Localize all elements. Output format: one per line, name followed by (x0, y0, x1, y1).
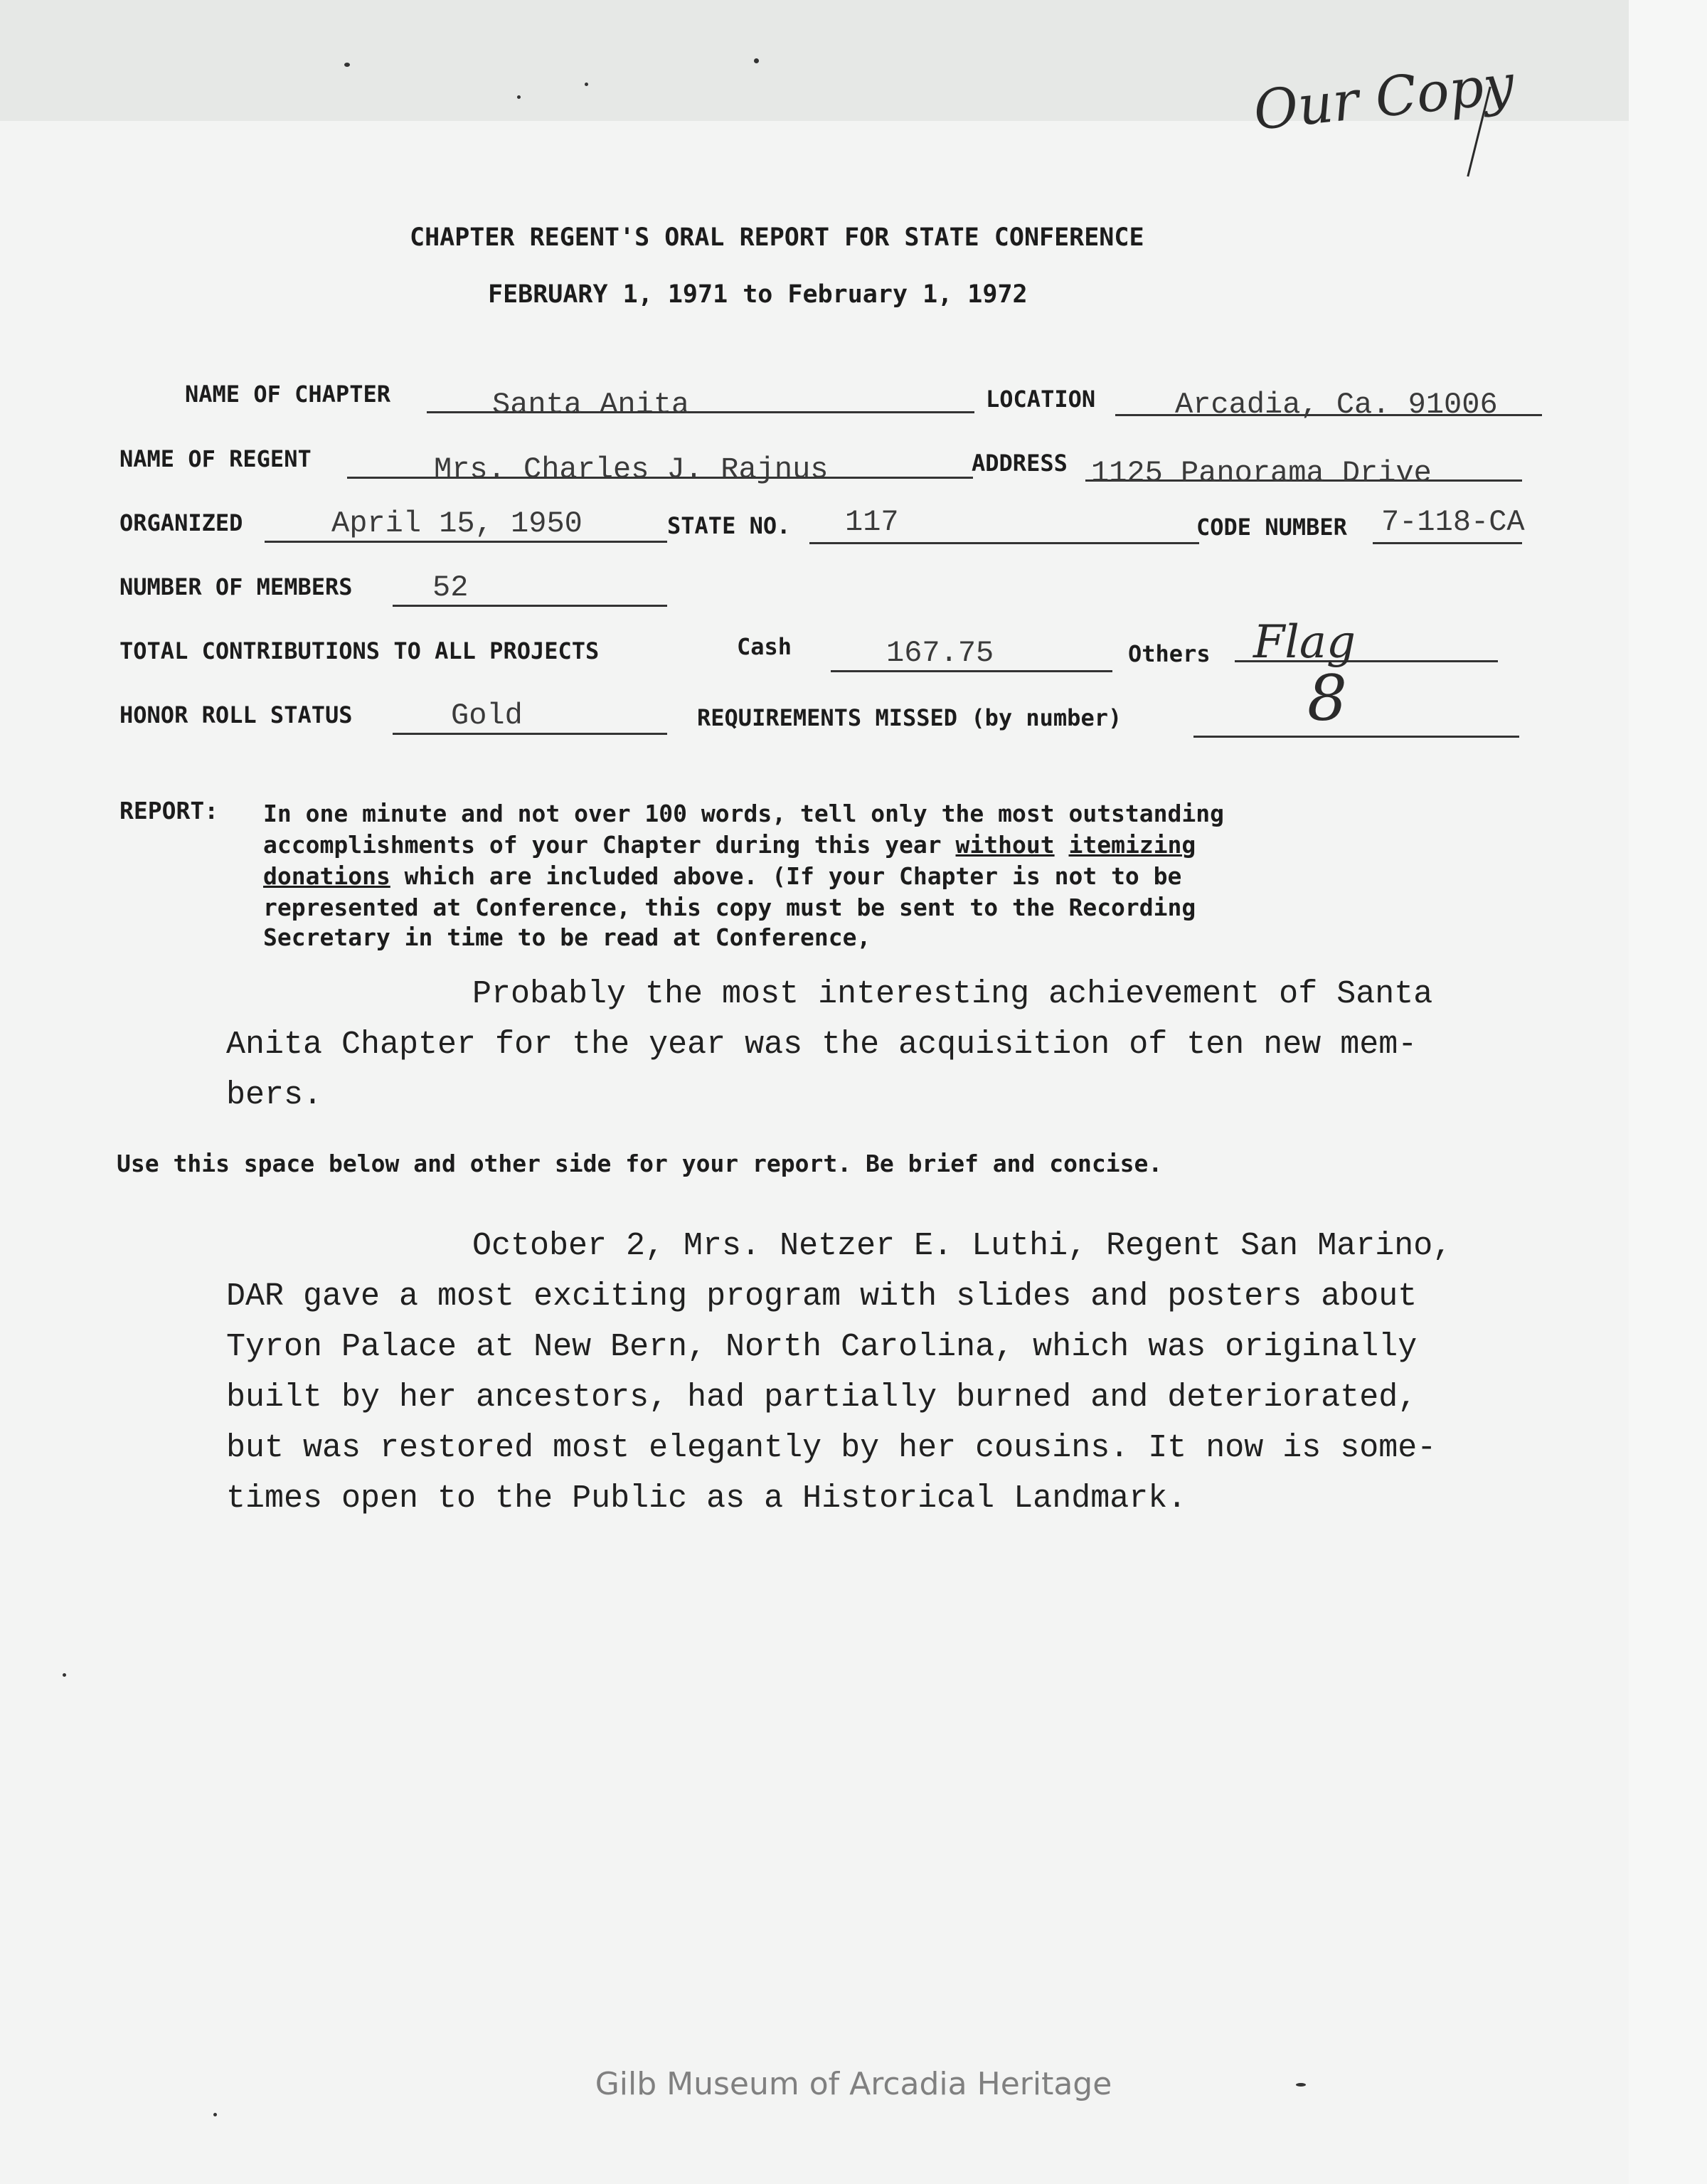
requirements-value: 8 (1307, 662, 1347, 735)
state-no-value: 117 (845, 505, 899, 539)
requirements-underline (1193, 736, 1519, 738)
organized-underline (265, 541, 667, 543)
paragraph-1-line-1: Probably the most interesting achievement of Santa (472, 976, 1433, 1012)
regent-value: Mrs. Charles J. Rajnus (434, 452, 829, 487)
cash-label: Cash (737, 633, 792, 660)
report-label: REPORT: (119, 797, 219, 825)
instruction-line-2 (263, 829, 1196, 860)
paragraph-2-line-2: DAR gave a most exciting program with slides and posters about (226, 1278, 1418, 1315)
paragraph-2-line-3: Tyron Palace at New Bern, North Carolina, which was originally (226, 1329, 1418, 1365)
handwritten-annotation: Our Copy (1250, 52, 1517, 142)
members-label: NUMBER OF MEMBERS (119, 573, 353, 600)
cash-value: 167.75 (886, 636, 994, 670)
chapter-value: Santa Anita (492, 388, 690, 422)
instruction-line-4: represented at Conference, this copy must be sent to the Recording (263, 894, 1196, 921)
paragraph-1-line-3: bers. (226, 1077, 323, 1113)
honor-roll-label: HONOR ROLL STATUS (119, 701, 353, 728)
paragraph-2-line-5: but was restored most elegantly by her cousins. It now is some- (226, 1430, 1437, 1466)
code-number-underline (1373, 542, 1522, 544)
contributions-label: TOTAL CONTRIBUTIONS TO ALL PROJECTS (119, 637, 600, 664)
organized-label: ORGANIZED (119, 509, 243, 536)
address-value: 1125 Panorama Drive (1091, 456, 1432, 490)
scan-speck (585, 83, 588, 86)
scan-right-edge (1629, 0, 1707, 2184)
members-underline (393, 605, 667, 607)
instruction-line-1: In one minute and not over 100 words, tell only the most outstanding (263, 800, 1225, 827)
instruction-text: which are included above. (If your Chapter is not to be (390, 862, 1182, 890)
scan-speck (213, 2113, 217, 2116)
location-label: LOCATION (986, 386, 1096, 413)
cash-underline (831, 670, 1112, 672)
scan-speck (344, 63, 350, 67)
paragraph-2-line-1: October 2, Mrs. Netzer E. Luthi, Regent San Marino, (472, 1228, 1452, 1264)
location-value: Arcadia, Ca. 91006 (1175, 388, 1498, 422)
code-number-label: CODE NUMBER (1196, 514, 1347, 541)
requirements-label: REQUIREMENTS MISSED (by number) (697, 704, 1122, 731)
instruction-line-3 (263, 861, 1181, 891)
scan-speck (63, 1673, 66, 1677)
paragraph-1-line-2: Anita Chapter for the year was the acquisition of ten new mem- (226, 1027, 1418, 1063)
honor-roll-value: Gold (451, 699, 523, 733)
address-label: ADDRESS (972, 450, 1068, 477)
instruction-emphasis-donations: donations (263, 862, 390, 890)
honor-roll-underline (393, 733, 667, 735)
paragraph-2-line-4: built by her ancestors, had partially burned and deteriorated, (226, 1379, 1418, 1416)
state-no-underline (809, 542, 1199, 544)
scan-speck (517, 95, 521, 99)
others-label: Others (1128, 640, 1211, 667)
code-number-value: 7-118-CA (1381, 505, 1525, 539)
paragraph-2-line-6: times open to the Public as a Historical Landmark. (226, 1480, 1187, 1517)
space-note: Use this space below and other side for your report. Be brief and concise. (117, 1150, 1163, 1177)
watermark: Gilb Museum of Arcadia Heritage (595, 2066, 1112, 2102)
chapter-label: NAME OF CHAPTER (185, 381, 390, 408)
form-title: CHAPTER REGENT'S ORAL REPORT FOR STATE CONFERENCE (410, 223, 1144, 252)
members-value: 52 (432, 571, 469, 605)
form-period: FEBRUARY 1, 1971 to February 1, 1972 (488, 280, 1028, 309)
regent-label: NAME OF REGENT (119, 445, 312, 472)
others-value: Flag (1253, 616, 1356, 669)
instruction-text: accomplishments of your Chapter during this year (263, 831, 956, 859)
instruction-emphasis-without: without (955, 831, 1055, 859)
instruction-line-5: Secretary in time to be read at Conference, (263, 923, 871, 951)
state-no-label: STATE NO. (667, 512, 791, 539)
organized-value: April 15, 1950 (331, 507, 583, 541)
instruction-emphasis-itemizing: itemizing (1068, 831, 1196, 859)
scan-speck (754, 58, 759, 63)
